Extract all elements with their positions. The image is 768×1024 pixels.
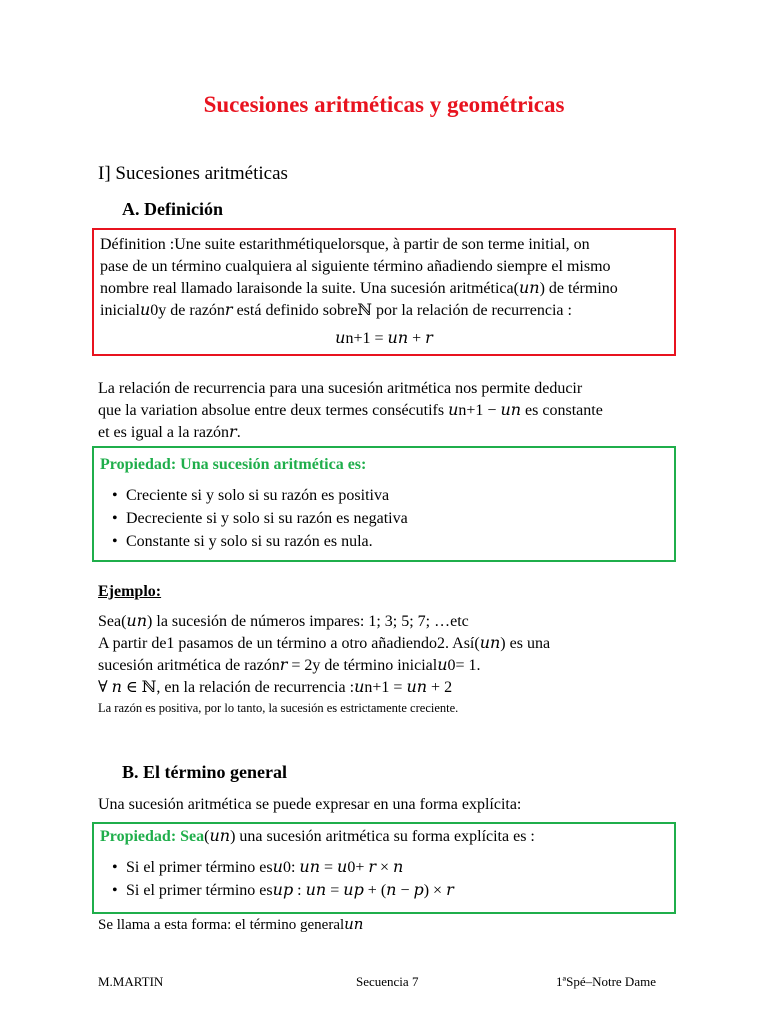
paragraph-line: et es igual a la razón𝑟.	[98, 424, 241, 441]
definition-line: pase de un término cualquiera al siguiente término añadiendo siempre el mismo	[100, 258, 611, 275]
example-line: ∀ 𝑛 ∈ ℕ, en la relación de recurrencia :𝑢n+1 = 𝑢𝑛 + 2	[98, 679, 453, 696]
example-note: La razón es positiva, por lo tanto, la sucesión es estrictamente creciente.	[98, 701, 459, 715]
footer-author: M.MARTIN	[98, 974, 164, 989]
definition-line: Définition :Une suite estarithmétiquelorsque, à partir de son terme initial, on	[100, 236, 590, 253]
recurrence-formula: 𝑢n+1 = 𝑢𝑛 + 𝑟	[335, 330, 433, 347]
property-box-explicit-form	[92, 822, 676, 914]
property-label: Propiedad: Sea	[100, 828, 205, 845]
paragraph-variation	[98, 378, 603, 444]
footer-sequence: Secuencia 7	[356, 974, 419, 989]
list-item: • Decreciente si y solo si su razón es negativa	[104, 507, 408, 530]
list-item: • Creciente si y solo si su razón es positiva	[104, 484, 408, 507]
property-label-row	[100, 826, 535, 848]
explicit-form-list	[104, 856, 454, 902]
list-item: • Si el primer término es𝑢𝑝 : 𝑢𝑛 = 𝑢𝑝 + (𝑛 − 𝑝) × 𝑟	[104, 879, 454, 902]
example-line: A partir de1 pasamos de un término a otro añadiendo2. Así(𝑢𝑛) es una	[98, 635, 551, 652]
footer-class: 1ªSpé–Notre Dame	[556, 974, 656, 989]
paragraph-line: que la variation absolue entre deux termes consécutifs 𝑢n+1 − 𝑢𝑛 es constante	[98, 402, 603, 419]
list-item: • Si el primer término es𝑢0: 𝑢𝑛 = 𝑢0+ 𝑟 × 𝑛	[104, 856, 454, 879]
example-line: sucesión aritmética de razón𝑟 = 2y de término inicial𝑢0= 1.	[98, 657, 481, 674]
list-item: • Constante si y solo si su razón es nula.	[104, 530, 408, 553]
section-heading-arithmetic: I] Sucesiones aritméticas	[98, 163, 288, 184]
subsection-heading-definition: A. Definición	[122, 199, 223, 219]
paragraph-explicit-form: Una sucesión aritmética se puede expresar en una forma explícita:	[98, 796, 522, 813]
definition-box	[92, 228, 676, 356]
property-label: Propiedad: Una sucesión aritmética es:	[100, 456, 367, 473]
definition-line: inicial𝑢0y de razón𝑟 está definido sobreℕ por la relación de recurrencia :	[100, 302, 572, 319]
property-list	[104, 484, 408, 553]
property-label-rest: (𝑢𝑛) una sucesión aritmética su forma explícita es :	[204, 828, 535, 845]
subsection-heading-general-term: B. El término general	[122, 762, 287, 782]
definition-line: nombre real llamado laraisonde la suite. Una sucesión aritmética(𝑢𝑛) de término	[100, 280, 618, 297]
property-box-monotonicity	[92, 446, 676, 562]
closing-line: Se llama a esta forma: el término general𝑢𝑛	[98, 917, 364, 933]
document-title: Sucesiones aritméticas y geométricas	[203, 92, 565, 117]
paragraph-line: La relación de recurrencia para una sucesión aritmética nos permite deducir	[98, 380, 583, 397]
example-body	[98, 611, 550, 717]
example-line: Sea(𝑢𝑛) la sucesión de números impares: 1; 3; 5; 7; …etc	[98, 613, 469, 630]
example-heading: Ejemplo:	[98, 583, 162, 600]
